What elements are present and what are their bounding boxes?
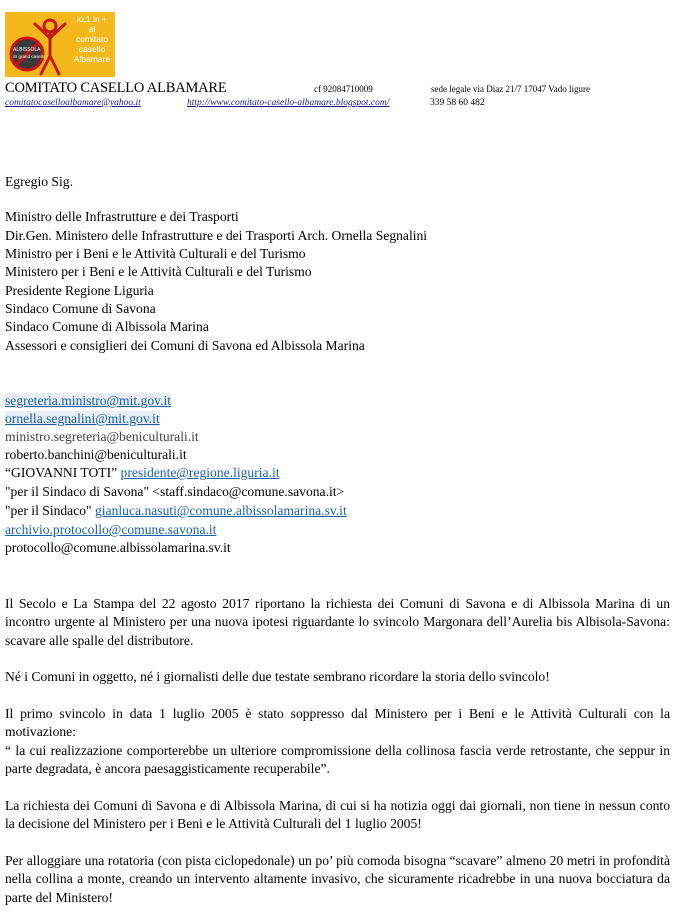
email-label: "per il Sindaco": [5, 503, 95, 518]
paragraph: Né i Comuni in oggetto, né i giornalisti delle due testate sembrano ricordare la storia dello svincolo!: [5, 669, 550, 684]
logo-sign-text: ALBISSOLA: [13, 47, 41, 53]
email-address: "per il Sindaco di Savona" <staff.sindaco@comune.savona.it>: [5, 484, 345, 499]
email-link[interactable]: ornella.segnalini@mit.gov.it: [5, 411, 160, 426]
email-row: [5, 410, 160, 428]
email-link[interactable]: presidente@regione.liguria.it: [120, 465, 280, 480]
logo-line-3: comitato: [75, 34, 109, 44]
paragraph: Per alloggiare una rotatoria (con pista ciclopedonale) un po’ più comoda bisogna “scavare” almeno 20 metri in profondità nella collina a monte, creando un intervento altamente invasivo, che sicuramente ricadrebbe in una nuova bocciatura da parte del Ministero!: [5, 853, 670, 905]
recipient: Ministero per i Beni e le Attività Culturali e del Turismo: [5, 264, 312, 279]
email-row: [5, 521, 216, 539]
email-label: “GIOVANNI TOTI”: [5, 465, 121, 480]
recipient: Sindaco Comune di Savona: [5, 301, 156, 316]
recipient: Sindaco Comune di Albissola Marina: [5, 319, 209, 334]
logo-line-5: Albamare: [73, 54, 111, 64]
paragraph: Il Secolo e La Stampa del 22 agosto 2017 riportano la richiesta dei Comuni di Savona e di Albissola Marina di un incontro urgente al Ministero per una nuova ipotesi riguardante lo svincolo Margonara dell’Aurelia bis Albisola-Savona: scavare alle spalle del distributore.: [5, 596, 670, 648]
fiscal-code: cf 92084710009: [314, 84, 373, 94]
email-row: [5, 502, 347, 520]
recipient: Ministro delle Infrastrutture e dei Trasporti: [5, 209, 239, 224]
logo-text: [67, 14, 115, 64]
logo-line-1: io,1 in +: [76, 14, 107, 24]
email-link[interactable]: archivio.protocollo@comune.savona.it: [5, 522, 217, 537]
paragraph: La richiesta dei Comuni di Savona e di Albissola Marina, di cui si ha notizia oggi dai giornali, non tiene in nessun conto la decisione del Ministero per i Beni e le Attività Culturali del 1 luglio 2005!: [5, 798, 670, 832]
email-address: ministro.segreteria@beniculturali.it: [5, 429, 199, 444]
email-link[interactable]: segreteria.ministro@mit.gov.it: [5, 393, 172, 408]
logo-sign-subtext: SI grand casello: [13, 54, 46, 59]
salutation: Egregio Sig.: [5, 174, 73, 189]
email-link[interactable]: gianluca.nasuti@comune.albissolamarina.sv.it: [95, 503, 347, 518]
quotation: “ la cui realizzazione comporterebbe un ulteriore compromissione della collinosa fascia verde retrostante, che seppur in parte degradata, è ancora paesaggisticamente recuperabile”.: [5, 743, 670, 777]
recipient: Dir.Gen. Ministero delle Infrastrutture e dei Trasporti Arch. Ornella Segnalini: [5, 228, 428, 243]
email-address: protocollo@comune.albissolamarina.sv.it: [5, 540, 231, 555]
committee-blog-link[interactable]: http://www.comitato-casello-albamare.blogspot.com/: [187, 98, 390, 108]
committee-email-link[interactable]: comitatocaselloalbamare@yahoo.it: [5, 98, 141, 108]
recipient: Assessori e consiglieri dei Comuni di Savona ed Albissola Marina: [5, 338, 365, 353]
org-name: COMITATO CASELLO ALBAMARE: [5, 80, 227, 96]
email-row: [5, 392, 171, 410]
recipient: Presidente Regione Liguria: [5, 283, 154, 298]
phone-number: 339 58 60 482: [430, 98, 485, 108]
registered-office: sede legale via Diaz 21/7 17047 Vado ligure: [431, 84, 591, 94]
logo-line-2: al: [88, 24, 96, 34]
paragraph: Il primo svincolo in data 1 luglio 2005 è stato soppresso dal Ministero per i Beni e le Attività Culturali con la motivazione:: [5, 706, 670, 740]
email-row: [5, 464, 280, 482]
committee-logo: [5, 12, 115, 77]
email-address: roberto.banchini@beniculturali.it: [5, 447, 187, 462]
logo-line-4: casello: [78, 44, 106, 54]
recipient: Ministro per i Beni e le Attività Culturali e del Turismo: [5, 246, 306, 261]
